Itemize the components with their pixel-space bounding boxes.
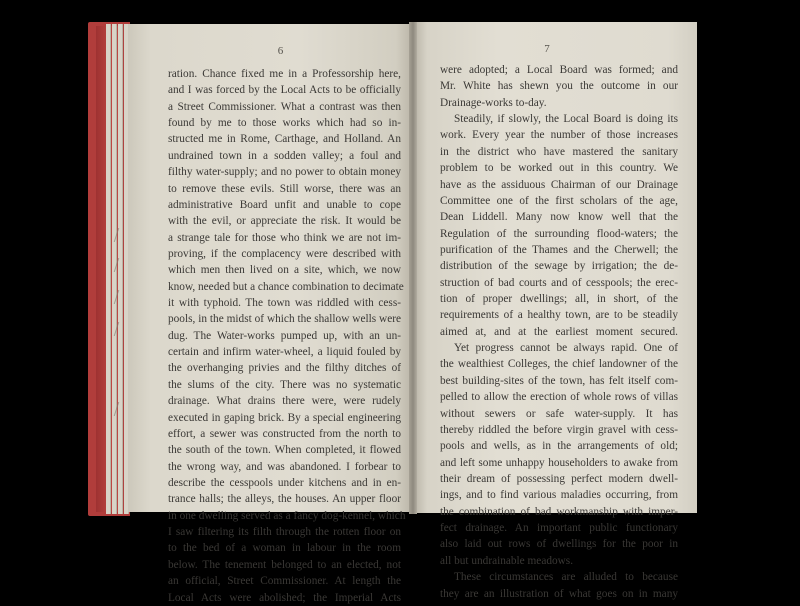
text-line: structed me in Rome, Carthage, and Holland. An [168, 133, 401, 146]
text-line: the wrong way, and was abandoned. I forbear to [168, 460, 401, 473]
left-page-text [168, 66, 406, 606]
text-line: their dream of possessing perfect modern dwell- [440, 472, 678, 485]
text-line: it with typhoid. The town was riddled with cess- [168, 297, 401, 310]
text-line: in one dwelling served as a fancy dog-kennel, which [168, 509, 406, 522]
text-line: to remove these evils. Still worse, there was an [168, 182, 401, 195]
text-line: pelled to allow the erection of whole rows of villas [440, 391, 678, 404]
text-line: drainage. What drains there were, were rudely [168, 395, 401, 408]
text-line: and left some unhappy householders to awake from [440, 456, 678, 469]
text-line: Drainage-works to-day. [440, 96, 547, 109]
text-line: a strange tale for those who think we are not im- [168, 231, 401, 244]
text-line: administrative Board unfit and unable to cope [168, 198, 401, 211]
text-line: thereby riddled the before virgin gravel with cess- [440, 423, 678, 436]
text-line: below. The tenement belonged to an elected, not [168, 558, 401, 571]
left-page-number: 6 [277, 45, 284, 57]
text-line: found by me to those works which had so in- [168, 117, 401, 130]
left-page [128, 24, 413, 604]
text-line: ings, and to find various maladies occurring, from [440, 489, 678, 502]
text-line: effort, a sewer was constructed from the north to [168, 427, 401, 440]
text-line: These circumstances are alluded to because [454, 571, 678, 584]
text-line: in the district who have mastered the sanitary [440, 145, 678, 158]
text-line: were adopted; a Local Board was formed; and [440, 64, 678, 76]
text-line: without sewers or safe water-supply. It has [440, 407, 678, 420]
text-line: they are an illustration of what goes on in many [440, 587, 678, 600]
text-line: proving, if the complacency were described with [168, 247, 401, 260]
text-line: pools, in the midst of which the shallow wells were [168, 313, 401, 326]
text-line: Regulation of the surrounding flood-waters; the [440, 227, 678, 240]
text-line: Committee one of the first scholars of the age, [440, 194, 678, 207]
text-line: best building-sites of the town, has felt itself com- [440, 374, 678, 387]
text-line: trance halls; the alleys, the houses. An upper floor [168, 493, 401, 506]
text-line: to the bed of a woman in labour in the room [168, 542, 401, 555]
text-line: and I was forced by the Local Acts to be officially [168, 84, 401, 97]
text-line: have as the assiduous Chairman of our Drainage [440, 178, 678, 191]
text-line: problem to be worked out in this country. We [440, 162, 678, 175]
text-line: the slums of the city. There was no systematic [168, 378, 401, 391]
text-line: an official, Street Commissioner. At length the [168, 575, 401, 588]
text-line: filthy water-supply; and no power to obtain money [168, 166, 401, 179]
text-line: executed in gaping brick. By a special engineering [168, 411, 401, 424]
text-line: which men then lived on a site, which, we now [168, 264, 401, 277]
text-line: Dean Liddell. Many now know well that the [440, 211, 678, 224]
text-line: certain and infirm water-wheel, a liquid fouled by [168, 346, 401, 359]
text-line: all but undrainable meadows. [440, 554, 574, 567]
right-page [413, 22, 697, 600]
text-line: Steadily, if slowly, the Local Board is doing its [454, 113, 678, 126]
text-line: ration. Chance fixed me in a Professorship here, [168, 68, 401, 80]
text-line: pools and wells, as in the arrangements of old; [440, 440, 678, 453]
text-line: distribution of the sewage by irrigation; the de- [440, 260, 678, 273]
right-page-text [440, 62, 678, 602]
text-line: the overhanging privies and the filthy ditches of [168, 362, 401, 375]
text-line: dug. The Water-works pumped up, with an un- [168, 329, 401, 342]
text-line: Mr. White has shewn you the outcome in our [440, 80, 678, 93]
text-line: the combination of bad workmanship with imper- [440, 505, 678, 518]
text-line: I saw filtering its filth through the rotten floor on [168, 526, 401, 539]
text-line: a Street Commissioner. What a contrast was then [168, 100, 401, 113]
text-line: aimed at, and at the earliest moment secured. [440, 325, 678, 338]
text-line: know, needed but a chance combination to decimate [168, 280, 404, 293]
text-line: struction of bad courts and of cesspools; the erec- [440, 276, 678, 289]
text-line: also laid out rows of dwellings for the poor in [440, 538, 678, 551]
text-line: Local Acts were abolished; the Imperial Acts [168, 591, 401, 604]
text-line: work. Every year the number of those increases [440, 129, 678, 142]
text-line: undrained town in a sodden valley; a foul and [168, 149, 401, 162]
text-line: Yet progress cannot be always rapid. One of [454, 342, 678, 355]
text-line: purification of the Thames and the Cherwell; the [440, 243, 678, 256]
text-line: describe the cesspools under kitchens and in en- [168, 476, 401, 489]
text-line: the south of the town. When completed, it flowed [168, 444, 401, 457]
text-line: the wealthiest Colleges, the chief landowner of the [440, 358, 678, 371]
text-line: with the evil, or appreciate the risk. It would be [168, 215, 401, 228]
right-page-number: 7 [544, 43, 550, 55]
text-line: fect drainage. An important public functionary [440, 522, 678, 535]
text-line: tion of proper dwellings; all, in short, of the [440, 293, 678, 306]
book-gutter [409, 22, 417, 514]
text-line: requirements of a healthy town, are to be steadily [440, 309, 678, 322]
